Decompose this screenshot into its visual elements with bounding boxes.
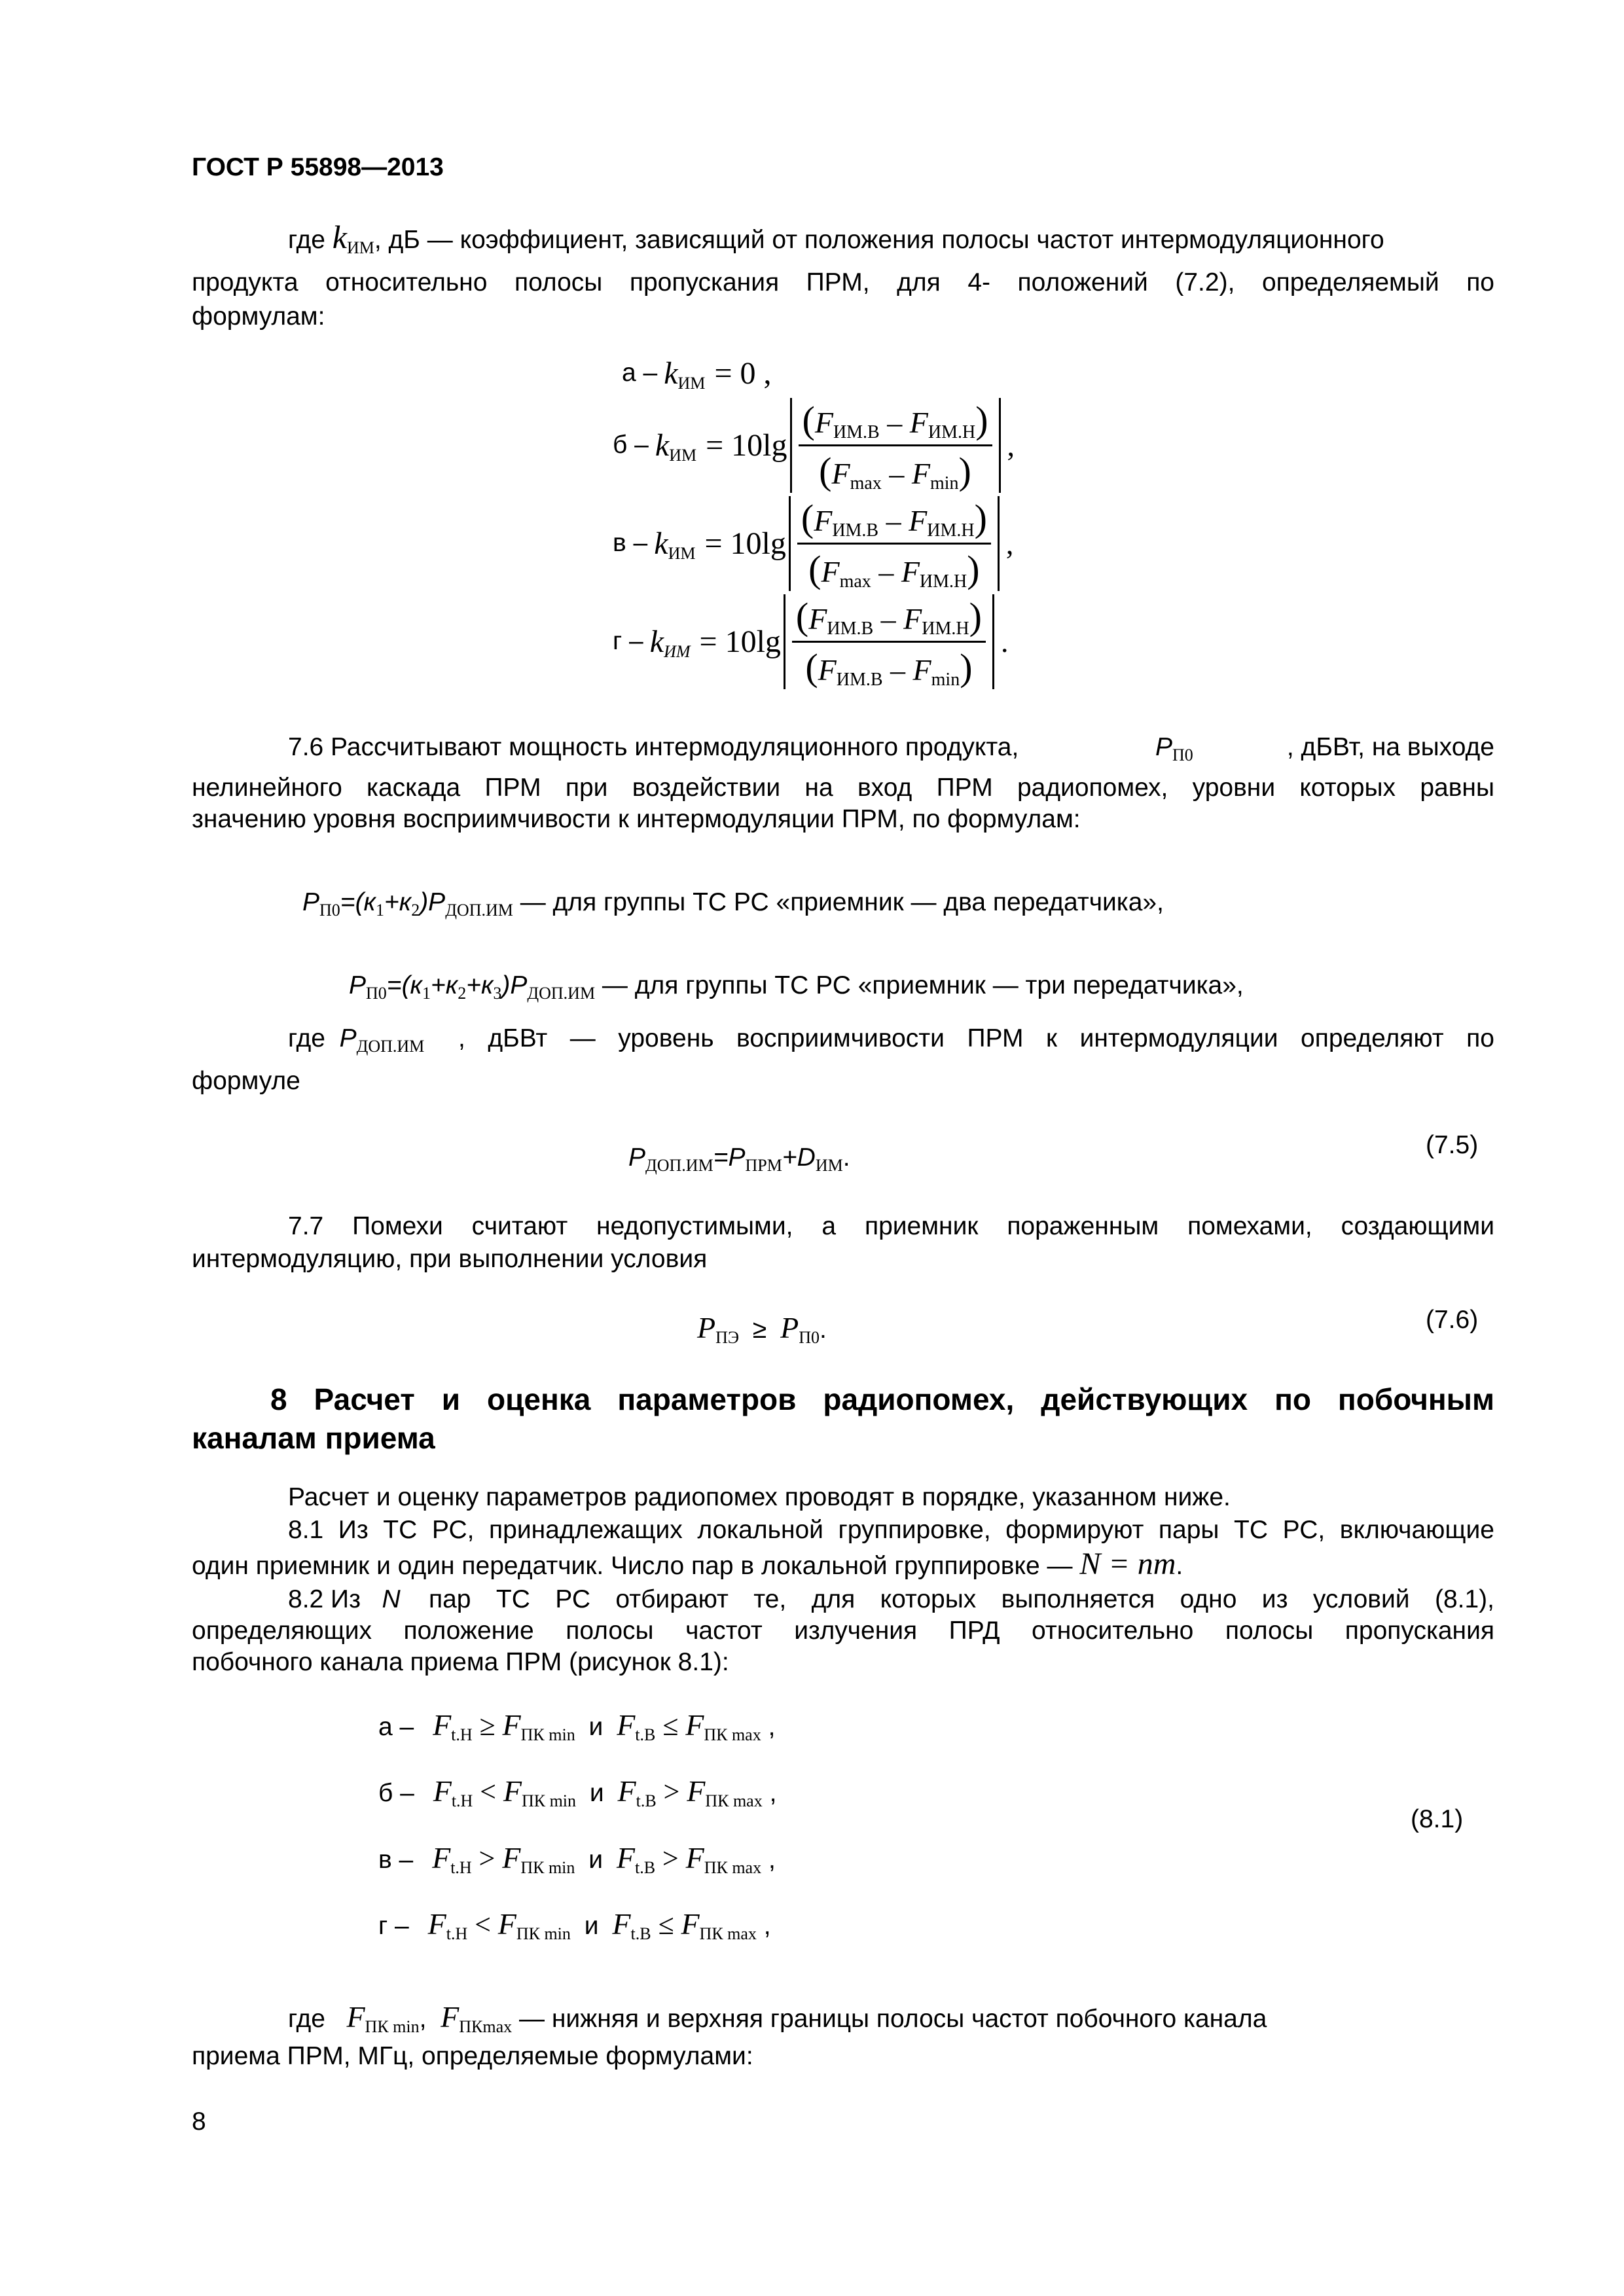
equation-number-7-6: (7.6) <box>1426 1306 1479 1334</box>
para-82-line3: побочного канала приема ПРМ (рисунок 8.1): <box>192 1648 729 1676</box>
formula-8-1-row-v: $в - F_{t.Н} > F_{ПК min}$ и $F_{t.В} > F_{ПК max}$ , <box>378 1841 776 1877</box>
section-8-title-line1: 8 Расчет и оценка параметров радиопомех, действующих по побочным <box>270 1382 1494 1416</box>
para-81-line1: 8.1 Из ТС РС, принадлежащих локальной группировке, формируют пары ТС РС, включающие <box>288 1516 1494 1544</box>
formula-7-5: $P_{ДОП.ИМ}=P_{ПРМ}+D_{ИМ}$. <box>628 1143 850 1175</box>
doc-code: ГОСТ Р 55898—2013 <box>192 153 444 181</box>
section-8-title-line2: каналам приема <box>192 1421 435 1455</box>
page-number: 8 <box>192 2108 206 2136</box>
formula-k-g: г – $k_{ИМ}$ = 10lg $\frac{(F_{ИМ.В} - F_{ИМ.Н})}{(F_{ИМ.В} - F_{min})}$ . <box>613 594 1009 690</box>
para-81-line2: один приемник и один передатчик. Число пар в локальной группировке — N = nm. <box>192 1547 1183 1581</box>
para-8-intro: Расчет и оценку параметров радиопомех проводят в порядке, указанном ниже. <box>288 1483 1231 1511</box>
formula-7-6: $P_{ПЭ} \ge P_{П0}$. <box>697 1311 827 1347</box>
formula-8-1-row-g: $г - F_{t.Н} < F_{ПК min}$ и $F_{t.В} \le F_{ПК max}$ , <box>378 1907 771 1943</box>
para-fpk-line2: приема ПРМ, МГц, определяемые формулами: <box>192 2042 753 2070</box>
equation-number-7-5: (7.5) <box>1426 1131 1479 1159</box>
para-82-line2: определяющих положение полосы частот излучения ПРД относительно полосы пропускания <box>192 1617 1494 1645</box>
formula-8-1-row-a: $а - F_{t.Н} \ge F_{ПК min}$ и $F_{t.В} \le F_{ПК max}$ , <box>378 1708 776 1744</box>
para-77-line2: интермодуляцию, при выполнении условия <box>192 1245 708 1273</box>
para-pdop-line2: формуле <box>192 1067 300 1095</box>
para-77-line1: 7.7 Помехи считают недопустимыми, а приемник пораженным помехами, создающими <box>288 1212 1494 1240</box>
para-76-line2: нелинейного каскада ПРМ при воздействии на вход ПРМ радиопомех, уровни которых равны <box>192 774 1494 802</box>
para-fpk-line1: где $F_{ПК min}$, $F_{ПКmax}$ — нижняя и верхняя границы полосы частот побочного канала <box>288 2000 1267 2036</box>
para-kim-line1: где $k_{ИМ}$, дБ — коэффициент, зависящий от положения полосы частот интермодуляционного <box>288 219 1384 257</box>
para-76-line3: значению уровня восприимчивости к интермодуляции ПРМ, по формулам: <box>192 805 1081 833</box>
formula-k-b: б – $k_{ИМ}$ = 10lg $\frac{(F_{ИМ.В} - F_{ИМ.Н})}{(F_{max} - F_{min})}$ , <box>613 398 1015 493</box>
para-kim-line3: формулам: <box>192 302 325 331</box>
formula-k-v: в – $k_{ИМ}$ = 10lg $\frac{(F_{ИМ.В} - F_{ИМ.Н})}{(F_{max} - F_{ИМ.Н})}$ , <box>613 496 1014 592</box>
document-header <box>192 152 444 183</box>
formula-8-1-row-b: $б - F_{t.Н} < F_{ПК min}$ и $F_{t.В} > F_{ПК max}$ , <box>378 1774 777 1810</box>
document-page: ГОСТ Р 55898—2013 где $k_{ИМ}$, дБ — коэффициент, зависящий от положения полосы частот интермодуляционного продукта относительно полосы пропускания ПРМ, для 4- положений (7.2), определяемый по формулам: а – $k_{ИМ}$ = 0 , б – $k_{ИМ}$ = 10lg $\frac{(F_{ИМ.В} - F_{ИМ.Н})}{(F_{max} - F_{min})}$ , в – $k_{ИМ}$ = 10lg $\frac{(F_{ИМ.В} - F_{ИМ.Н})}{(F_{max} - F_{ИМ.Н})}$ , г – $k_{ИМ}$ = 10lg $\frac{(F_{ИМ.В} - F_{ИМ.Н})}{(F_{ИМ.В} - F_{min})}$ . 7.6 Рассчитывают мощность интермодуляционного продукта, $P_{П0}$ , дБВт, на выходе нелинейного каскада ПРМ при воздействии на вход ПРМ радиопомех, уровни которых равны значению уровня восприимчивости к интермодуляции ПРМ, по формулам: $P_{П0}=(к_1+к_2)P_{ДОП.ИМ}$ — для группы ТС РС «приемник — два передатчика», $P_{П0}=(к_1+к_2+к_3)P_{ДОП.ИМ}$ — для группы ТС РС «приемник — три передатчика», где $P_{ДОП.ИМ}$ , дБВт — уровень восприимчивости ПРМ к интермодуляции определяют по формуле $P_{ДОП.ИМ}=P_{ПРМ}+D_{ИМ}$. (7.5) 7.7 Помехи считают недопустимыми, а приемник пораженным помехами, создающими интермодуляцию, при выполнении условия $P_{ПЭ} \ge P_{П0}$. (7.6) 8 Расчет и оценка параметров радиопомех, действующих по побочным каналам приема Расчет и оценку параметров радиопомех проводят в порядке, указанном ниже. 8.1 Из ТС РС, принадлежащих локальной группировке, формируют пары ТС РС, включающие один приемник и один передатчик. Число пар в локальной группировке — N = nm. 8.2 Из N пар ТС РС отбирают те, для которых выполняется одно из условий (8.1), определяющих положение полосы частот излучения ПРД относительно полосы пропускания побочного канала приема ПРМ (рисунок 8.1): $а - F_{t.Н} \ge F_{ПК min}$ и $F_{t.В} \le F_{ПК max}$ , $б - F_{t.Н} < F_{ПК min}$ и $F_{t.В} > F_{ПК max}$ , $в - F_{t.Н} > F_{ПК min}$ и $F_{t.В} > F_{ПК max}$ , $г - F_{t.Н} < F_{ПК min}$ и $F_{t.В} \le F_{ПК max}$ , (8.1) где $F_{ПК min}$, $F_{ПКmax}$ — нижняя и верхняя границы полосы частот побочного канала приема ПРМ, МГц, определяемые формулами: 8 <box>0 0 1624 2296</box>
formula-two-transmitters: $P_{П0}=(к_1+к_2)P_{ДОП.ИМ}$ — для группы ТС РС «приемник — два передатчика», <box>302 888 1164 920</box>
equation-number-8-1: (8.1) <box>1411 1805 1464 1833</box>
formula-k-a: а – $k_{ИМ}$ = 0 , <box>622 355 772 393</box>
para-kim-line2: продукта относительно полосы пропускания ПРМ, для 4- положений (7.2), определяемый по <box>192 268 1494 296</box>
formula-three-transmitters: $P_{П0}=(к_1+к_2+к_3)P_{ДОП.ИМ}$ — для группы ТС РС «приемник — три передатчика», <box>349 971 1244 1003</box>
